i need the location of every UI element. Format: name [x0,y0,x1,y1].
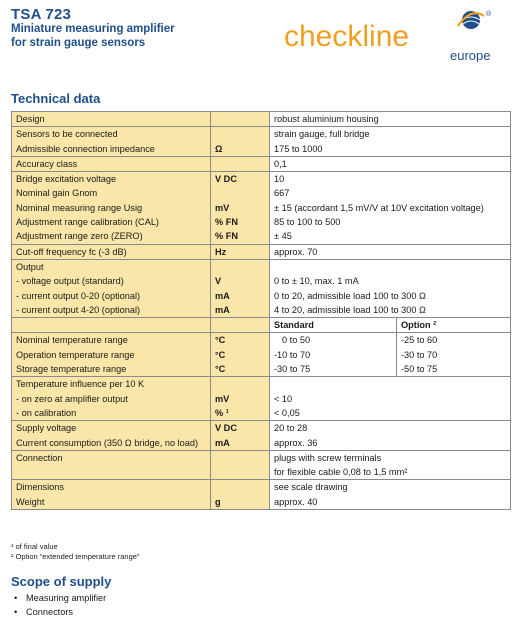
row-value: 0,1 [270,156,511,171]
row-unit: mA [211,303,270,318]
row-unit: mV [211,392,270,406]
row-label: Temperature influence per 10 K [12,377,211,392]
row-unit: V DC [211,421,270,436]
scope-item [14,593,106,603]
scope-item [14,607,73,617]
row-value: 85 to 100 to 500 [270,215,511,229]
row-label: - on calibration [12,406,211,421]
technical-data-heading: Technical data [11,91,101,106]
table-row [12,229,511,244]
row-value-standard: -10 to 70 [270,348,397,362]
table-row [12,186,511,200]
row-unit: mA [211,289,270,303]
table-row [12,156,511,171]
row-label: - current output 0-20 (optional) [12,289,211,303]
table-row [12,259,511,274]
row-label: Nominal temperature range [12,333,211,348]
row-label: Supply voltage [12,421,211,436]
row-value: robust aluminium housing [270,112,511,127]
row-value: 175 to 1000 [270,142,511,157]
row-label: Design [12,112,211,127]
header-spacer [211,318,270,333]
table-row [12,172,511,187]
row-label: Bridge excitation voltage [12,172,211,187]
document-title: TSA 723 [11,6,72,23]
row-unit: °C [211,362,270,377]
row-value: approx. 40 [270,495,511,510]
temperature-header-row [12,318,511,333]
row-label: Adjustment range zero (ZERO) [12,229,211,244]
row-unit: % FN [211,215,270,229]
scope-item-label: Connectors [26,607,73,617]
row-unit: °C [211,348,270,362]
row-value: < 0,05 [270,406,511,421]
logo-subtext: europe [450,48,491,62]
row-value: 0 to ± 10, max. 1 mA [270,274,511,288]
row-unit: mV [211,201,270,215]
row-label: - current output 4-20 (optional) [12,303,211,318]
scope-heading: Scope of supply [11,574,112,589]
row-unit [211,450,270,465]
row-unit [211,127,270,142]
row-value-option: -50 to 75 [397,362,511,377]
row-label: Accuracy class [12,156,211,171]
row-value: 4 to 20, admissible load 100 to 300 Ω [270,303,511,318]
row-value-option: -25 to 60 [397,333,511,348]
bullet-icon: • [14,607,18,617]
row-unit: g [211,495,270,510]
table-row [12,127,511,142]
row-unit [211,186,270,200]
row-value: approx. 36 [270,436,511,451]
row-unit [211,480,270,495]
row-label [12,465,211,480]
row-unit: Hz [211,244,270,259]
row-unit: V [211,274,270,288]
row-value: approx. 70 [270,244,511,259]
table-row [12,215,511,229]
table-row [12,421,511,436]
column-header-option: Option ² [397,318,511,333]
row-value [270,259,511,274]
table-row [12,480,511,495]
row-label: Weight [12,495,211,510]
subtitle-line-1: Miniature measuring amplifier [11,23,175,35]
table-row [12,465,511,480]
row-value: plugs with screw terminals [270,450,511,465]
row-value-standard: -30 to 75 [270,362,397,377]
bullet-icon: • [14,593,18,603]
table-row [12,289,511,303]
table-row [12,142,511,157]
row-value: ± 45 [270,229,511,244]
row-label: Output [12,259,211,274]
row-label: Current consumption (350 Ω bridge, no load) [12,436,211,451]
row-unit [211,112,270,127]
table-row [12,495,511,510]
globe-icon [458,11,484,29]
row-label: Adjustment range calibration (CAL) [12,215,211,229]
row-value: 20 to 28 [270,421,511,436]
row-unit: % FN [211,229,270,244]
column-header-standard: Standard [270,318,397,333]
temperature-row [12,333,511,348]
row-label: - on zero at amplifier output [12,392,211,406]
row-value: ± 15 (accordant 1,5 mV/V at 10V excitation voltage) [270,201,511,215]
row-value: < 10 [270,392,511,406]
scope-item-label: Measuring amplifier [26,593,107,603]
row-unit: mA [211,436,270,451]
row-label: Storage temperature range [12,362,211,377]
row-unit [211,259,270,274]
row-unit: °C [211,333,270,348]
row-label: Connection [12,450,211,465]
logo-text: checkline [284,20,410,53]
row-value: strain gauge, full bridge [270,127,511,142]
table-row [12,244,511,259]
row-label: Cut-off frequency fc (-3 dB) [12,244,211,259]
row-value: for flexible cable 0,08 to 1,5 mm² [270,465,511,480]
row-label: Admissible connection impedance [12,142,211,157]
row-value-option: -30 to 70 [397,348,511,362]
row-unit [211,465,270,480]
row-value: see scale drawing [270,480,511,495]
table-row [12,406,511,421]
checkline-logo [282,4,514,62]
row-unit: V DC [211,172,270,187]
row-unit: Ω [211,142,270,157]
header-spacer [12,318,211,333]
row-label: Nominal gain Gnom [12,186,211,200]
row-unit [211,156,270,171]
table-row [12,377,511,392]
row-value: 10 [270,172,511,187]
technical-data-table [11,111,511,510]
temperature-row [12,348,511,362]
row-label: Nominal measuring range Usig [12,201,211,215]
row-label: Operation temperature range [12,348,211,362]
footnote-2: ² Option “extended temperature range” [11,552,140,561]
row-value: 667 [270,186,511,200]
footnote-1: ¹ of final value [11,542,58,551]
registered-mark: ® [486,11,492,18]
row-value [270,377,511,392]
table-row [12,112,511,127]
table-row [12,392,511,406]
row-label: Dimensions [12,480,211,495]
row-unit [211,377,270,392]
table-row [12,450,511,465]
row-label: - voltage output (standard) [12,274,211,288]
temperature-row [12,362,511,377]
table-row [12,274,511,288]
row-value-standard: 0 to 50 [270,333,397,348]
row-unit: % ¹ [211,406,270,421]
row-label: Sensors to be connected [12,127,211,142]
row-value: 0 to 20, admissible load 100 to 300 Ω [270,289,511,303]
table-row [12,303,511,318]
table-row [12,436,511,451]
table-row [12,201,511,215]
subtitle-line-2: for strain gauge sensors [11,37,146,49]
